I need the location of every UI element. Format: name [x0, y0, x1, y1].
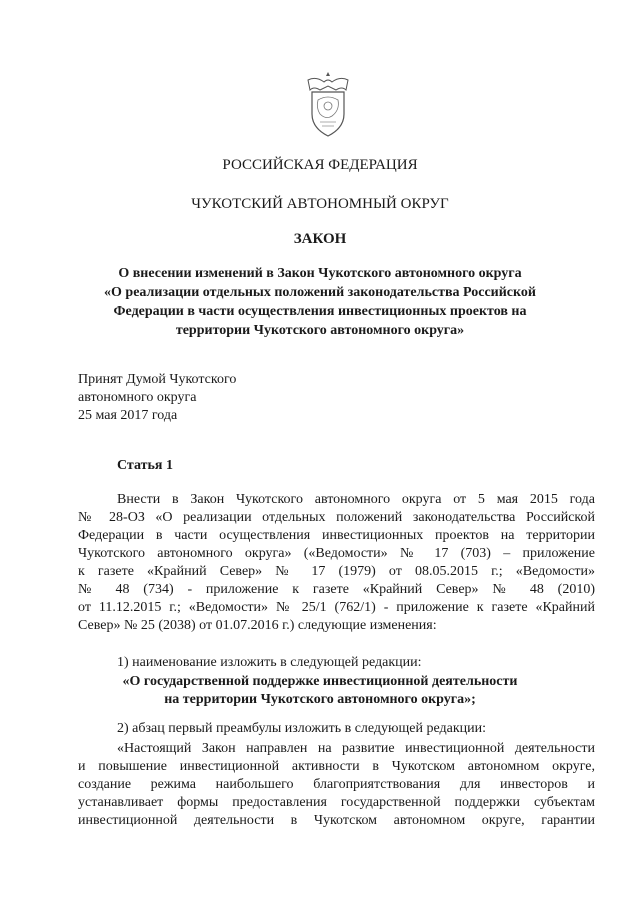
adoption-line: Принят Думой Чукотского — [78, 372, 237, 387]
quote-line: устанавливает формы предоставления государственной поддержки субъектам — [78, 795, 595, 810]
law-title — [0, 264, 640, 340]
okrug-heading: ЧУКОТСКИЙ АВТОНОМНЫЙ ОКРУГ — [191, 196, 449, 212]
quote-line: создание режима наибольшего благоприятствования для инвесторов и — [78, 777, 595, 792]
paragraph-line: Федерации в части осуществления инвестиционных проектов на территории — [78, 528, 595, 543]
federation-heading: РОССИЙСКАЯ ФЕДЕРАЦИЯ — [222, 157, 418, 173]
adoption-line: автономного округа — [78, 390, 197, 405]
paragraph-line: № 28-ОЗ «О реализации отдельных положений законодательства Российской — [78, 510, 595, 525]
law-title-line: «О реализации отдельных положений законодательства Российской — [104, 285, 536, 300]
paragraph-line: Внести в Закон Чукотского автономного округа от 5 мая 2015 года — [117, 492, 595, 507]
law-title-line: О внесении изменений в Закон Чукотского автономного округа — [118, 266, 522, 281]
new-name-quote — [0, 673, 640, 709]
law-title-line: Федерации в части осуществления инвестиционных проектов на — [113, 304, 527, 319]
list-item-1: 1) наименование изложить в следующей редакции: — [117, 655, 422, 670]
paragraph-line: № 48 (734) - приложение к газете «Крайний Север» № 48 (2010) — [78, 582, 595, 597]
law-title-line: территории Чукотского автономного округа» — [175, 323, 465, 338]
coat-of-arms-icon — [302, 70, 354, 140]
adoption-info — [78, 371, 236, 425]
paragraph-line: от 11.12.2015 г.; «Ведомости» № 25/1 (762/1) - приложение к газете «Крайний — [78, 600, 595, 615]
document-type-heading: ЗАКОН — [293, 231, 347, 247]
quote-line: «О государственной поддержке инвестиционной деятельности — [122, 674, 518, 689]
article-heading: Статья 1 — [117, 458, 173, 473]
preamble-quote — [78, 740, 595, 830]
article-paragraph — [78, 491, 595, 635]
quote-line: на территории Чукотского автономного округа»; — [164, 692, 476, 707]
quote-line: «Настоящий Закон направлен на развитие инвестиционной деятельности — [117, 741, 595, 756]
paragraph-line: к газете «Крайний Север» № 17 (1979) от 08.05.2015 г.; «Ведомости» — [78, 564, 595, 579]
paragraph-line: Север» № 25 (2038) от 01.07.2016 г.) следующие изменения: — [78, 618, 437, 633]
paragraph-line: Чукотского автономного округа» («Ведомости» № 17 (703) – приложение — [78, 546, 595, 561]
quote-line: и повышение инвестиционной активности в Чукотском автономном округе, — [78, 759, 595, 774]
list-item-2: 2) абзац первый преамбулы изложить в следующей редакции: — [117, 721, 487, 736]
adoption-date: 25 мая 2017 года — [78, 408, 178, 423]
quote-line: инвестиционной деятельности в Чукотском автономном округе, гарантии — [78, 813, 595, 828]
